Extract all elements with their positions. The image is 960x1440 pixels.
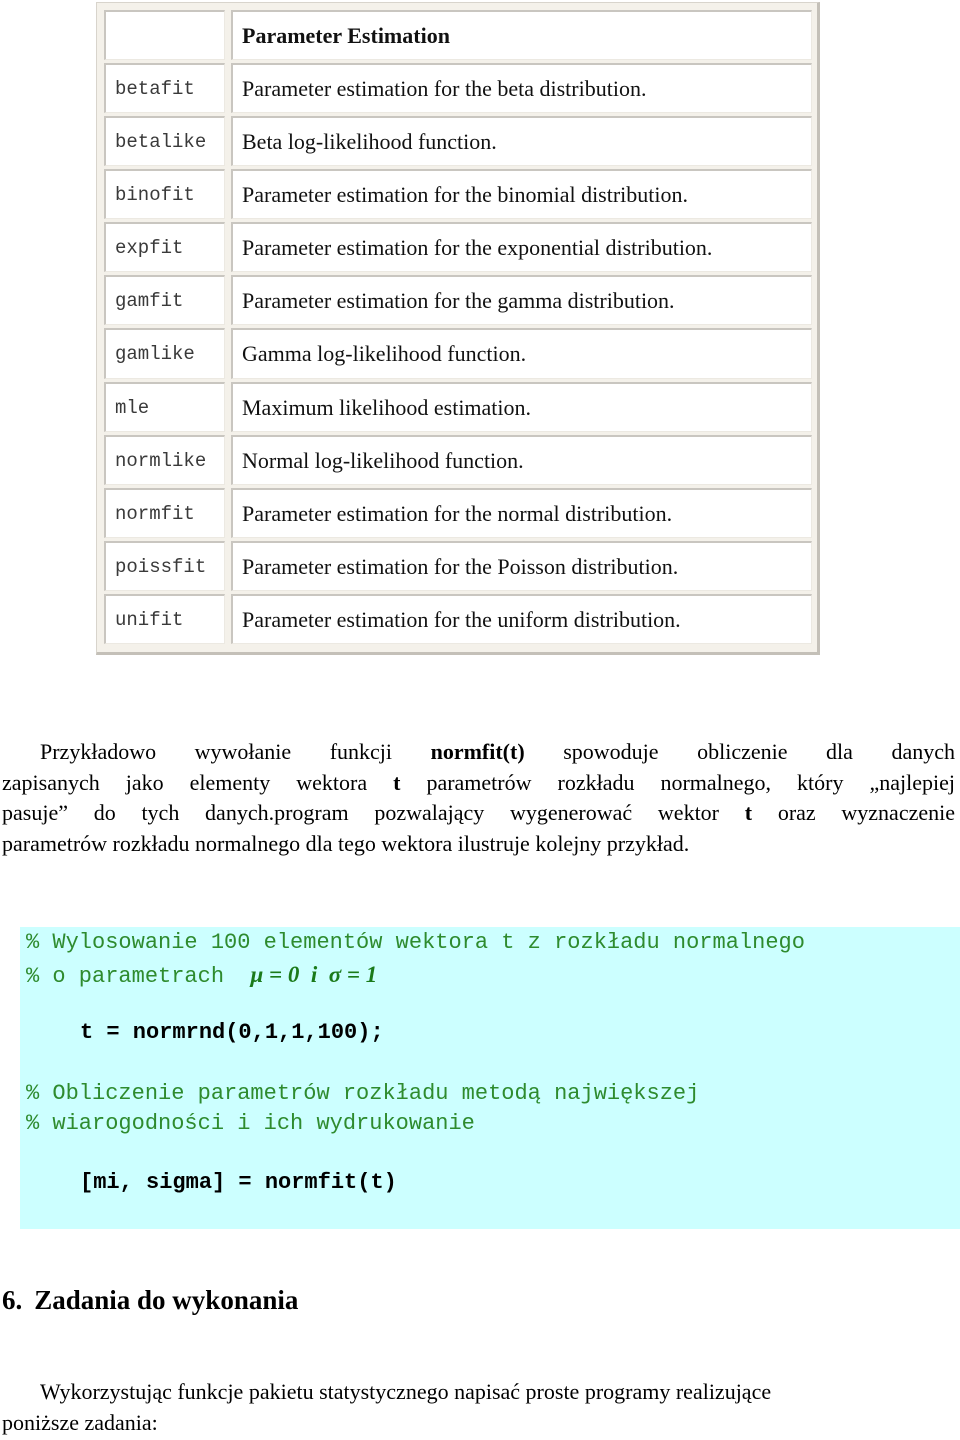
table-row-name[interactable]: normfit [104,488,225,538]
paragraph-text: oraz wyznaczenie [752,800,955,825]
paragraph-line: poniższe zadania: [2,1409,158,1435]
table-row-name[interactable]: gamlike [104,328,225,379]
table-row-desc: Parameter estimation for the uniform distribution. [231,594,812,644]
code-statement: t = normrnd(0,1,1,100); [80,1020,384,1045]
math-expression: μ = 0 i σ = 1 [250,962,378,987]
table-header-empty-cell [104,10,225,60]
variable-text: t [744,800,753,825]
table-row-name[interactable]: expfit [104,222,225,272]
paragraph-line [2,768,955,799]
code-comment-line [26,962,377,989]
code-comment: % Obliczenie parametrów rozkładu metodą największej [26,1081,700,1106]
function-table [96,2,820,655]
table-row-name[interactable]: mle [104,382,225,432]
table-row-name[interactable]: gamfit [104,275,225,325]
variable-text: t [393,769,401,795]
paragraph-line [2,798,955,829]
table-row-name[interactable]: betafit [104,63,225,113]
table-row-desc: Gamma log-likelihood function. [231,328,812,379]
code-statement: [mi, sigma] = normfit(t) [80,1170,397,1195]
example-paragraph [2,737,955,859]
table-row-name[interactable]: betalike [104,116,225,166]
section-title: Zadania do wykonania [34,1285,299,1315]
table-row-name[interactable]: binofit [104,169,225,219]
section-number: 6. [2,1285,23,1315]
table-row-desc: Parameter estimation for the gamma distribution. [231,275,812,325]
paragraph-text: zapisanych jako elementy wektora [2,769,394,795]
table-row-desc: Parameter estimation for the Poisson distribution. [231,541,812,591]
paragraph-line: parametrów rozkładu normalnego dla tego wektora ilustruje kolejny przykład. [2,830,690,856]
tasks-paragraph [2,1377,955,1438]
table-row-name[interactable]: poissfit [104,541,225,591]
code-comment: % Wylosowanie 100 elementów wektora t z rozkładu normalnego [26,930,805,955]
table-row-desc: Parameter estimation for the beta distribution. [231,63,812,113]
table-row-name[interactable]: unifit [104,594,225,644]
table-row-desc: Beta log-likelihood function. [231,116,812,166]
code-comment: % o parametrach [26,964,251,989]
table-row-desc: Maximum likelihood estimation. [231,382,812,432]
table-row-desc: Parameter estimation for the normal distribution. [231,488,812,538]
paragraph-text: spowoduje obliczenie dla danych [524,739,955,764]
table-row-desc: Parameter estimation for the binomial distribution. [231,169,812,219]
section-heading [2,1285,298,1316]
paragraph-text: parametrów rozkładu normalnego, który „najlepiej [400,769,955,795]
table-row-desc: Normal log-likelihood function. [231,435,812,485]
function-call-text: normfit(t) [430,739,525,764]
paragraph-line [2,737,955,768]
table-row-name[interactable]: normlike [104,435,225,485]
paragraph-text: Przykładowo wywołanie funkcji [40,739,431,764]
table-header: Parameter Estimation [231,10,812,60]
code-comment: % wiarogodności i ich wydrukowanie [26,1111,475,1136]
code-block [20,927,960,1229]
table-row-desc: Parameter estimation for the exponential distribution. [231,222,812,272]
paragraph-text: pasuje” do tych danych.program pozwalający wygenerować wektor [2,800,745,825]
paragraph-line: Wykorzystując funkcje pakietu statystycznego napisać proste programy realizujące [40,1379,772,1404]
